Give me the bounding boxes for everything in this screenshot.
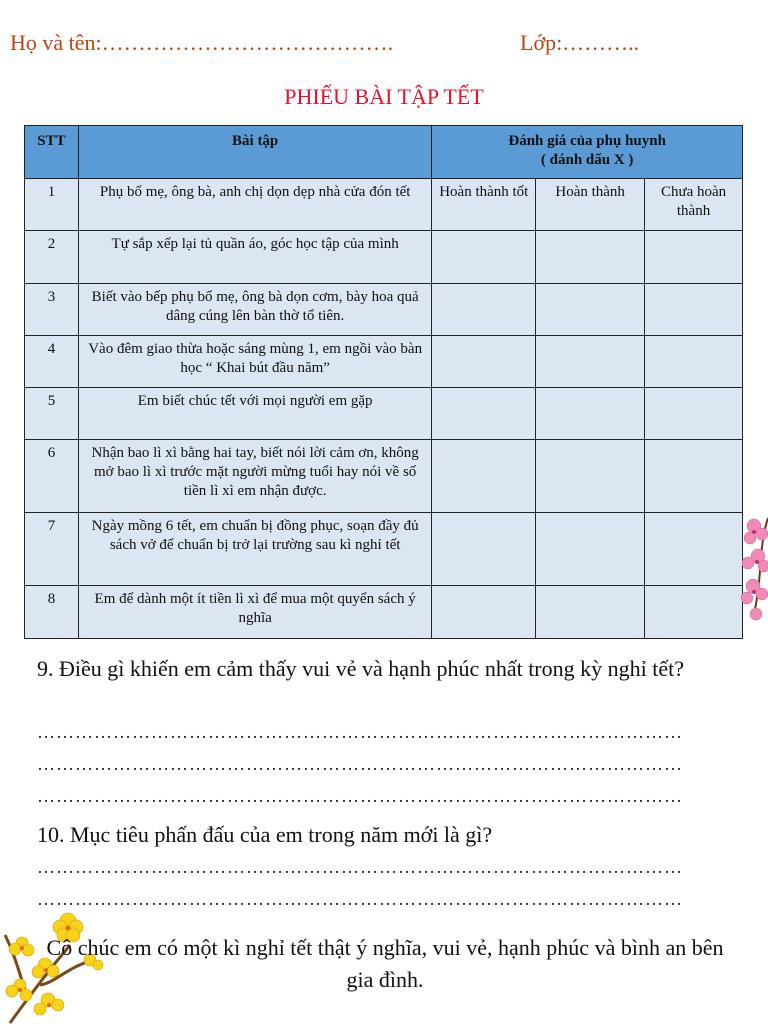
eval-cell-hoan-thanh-tot[interactable] [432, 336, 536, 388]
page-title: PHIẾU BÀI TẬP TẾT [284, 84, 484, 109]
eval-cell-hoan-thanh-tot[interactable] [432, 586, 536, 639]
eval-cell-chua-hoan-thanh[interactable] [645, 284, 743, 336]
table-row [25, 284, 743, 336]
option-hoan-thanh-tot-label: Hoàn thành tốt [432, 179, 536, 231]
eval-cell-hoan-thanh-tot[interactable] [432, 231, 536, 284]
task-table [24, 125, 743, 639]
table-row [25, 586, 743, 639]
row-task: Nhận bao lì xì bằng hai tay, biết nói lời cảm ơn, không mở bao lì xì trước mặt người mừng tuổi hay nói về số tiền lì xì em nhận được. [78, 440, 431, 513]
question-10: 10. Mục tiêu phấn đấu của em trong năm mới là gì? [37, 822, 493, 847]
table-row [25, 231, 743, 284]
table-row [25, 440, 743, 513]
answer-line-q9-1[interactable]: ………………………………………………………………………………………… [37, 722, 683, 742]
answer-line-q10-1[interactable]: ………………………………………………………………………………………… [37, 857, 683, 877]
header-stt: STT [25, 126, 79, 179]
header-eval-line1: Đánh giá của phụ huynh [508, 133, 666, 149]
row-task: Ngày mồng 6 tết, em chuẩn bị đồng phục, soạn đầy đủ sách vở để chuẩn bị trở lại trường sau kì nghỉ tết [78, 513, 431, 586]
row-number: 6 [25, 440, 79, 513]
eval-cell-hoan-thanh-tot[interactable] [432, 440, 536, 513]
row-number: 8 [25, 586, 79, 639]
header-parent-evaluation [432, 126, 743, 179]
row-number: 7 [25, 513, 79, 586]
header-task: Bài tập [78, 126, 431, 179]
student-class-field[interactable]: Lớp:……….. [520, 30, 640, 55]
row-task: Biết vào bếp phụ bố mẹ, ông bà dọn cơm, bày hoa quả dâng cúng lên bàn thờ tổ tiên. [78, 284, 431, 336]
answer-line-q9-3[interactable]: ………………………………………………………………………………………… [37, 786, 683, 806]
row-number: 1 [25, 179, 79, 231]
eval-cell-hoan-thanh[interactable] [536, 388, 645, 440]
row-task: Em để dành một ít tiền lì xì để mua một quyển sách ý nghĩa [78, 586, 431, 639]
row-task: Em biết chúc tết với mọi người em gặp [78, 388, 431, 440]
eval-cell-hoan-thanh[interactable] [536, 284, 645, 336]
eval-cell-hoan-thanh[interactable] [536, 231, 645, 284]
eval-cell-hoan-thanh[interactable] [536, 336, 645, 388]
eval-cell-hoan-thanh-tot[interactable] [432, 388, 536, 440]
table-row [25, 179, 743, 231]
row-number: 3 [25, 284, 79, 336]
row-task: Vào đêm giao thừa hoặc sáng mùng 1, em ngồi vào bàn học “ Khai bút đầu năm” [78, 336, 431, 388]
eval-cell-chua-hoan-thanh[interactable] [645, 513, 743, 586]
row-task: Phụ bố mẹ, ông bà, anh chị dọn dẹp nhà cửa đón tết [78, 179, 431, 231]
answer-line-q9-2[interactable]: ………………………………………………………………………………………… [37, 754, 683, 774]
peach-blossom-icon [738, 508, 768, 628]
eval-cell-hoan-thanh-tot[interactable] [432, 284, 536, 336]
eval-cell-hoan-thanh-tot[interactable] [432, 513, 536, 586]
row-task: Tự sắp xếp lại tủ quần áo, góc học tập của mình [78, 231, 431, 284]
eval-cell-hoan-thanh[interactable] [536, 440, 645, 513]
option-chua-hoan-thanh-label: Chưa hoàn thành [645, 179, 743, 231]
table-row [25, 388, 743, 440]
closing-message: Cô chúc em có một kì nghỉ tết thật ý nghĩa, vui vẻ, hạnh phúc và bình an bên gia đình. [46, 935, 724, 992]
question-9: 9. Điều gì khiến em cảm thấy vui vẻ và hạnh phúc nhất trong kỳ nghỉ tết? [37, 656, 685, 681]
eval-cell-chua-hoan-thanh[interactable] [645, 231, 743, 284]
eval-cell-chua-hoan-thanh[interactable] [645, 586, 743, 639]
eval-cell-chua-hoan-thanh[interactable] [645, 336, 743, 388]
answer-line-q10-2[interactable]: ………………………………………………………………………………………… [37, 889, 683, 909]
eval-cell-chua-hoan-thanh[interactable] [645, 440, 743, 513]
table-row [25, 513, 743, 586]
option-hoan-thanh-label: Hoàn thành [536, 179, 645, 231]
header-eval-line2: ( đánh dấu X ) [540, 152, 634, 168]
row-number: 2 [25, 231, 79, 284]
student-name-field[interactable]: Họ và tên:…………………………………. [10, 30, 394, 55]
row-number: 4 [25, 336, 79, 388]
row-number: 5 [25, 388, 79, 440]
table-row [25, 336, 743, 388]
eval-cell-chua-hoan-thanh[interactable] [645, 388, 743, 440]
eval-cell-hoan-thanh[interactable] [536, 586, 645, 639]
eval-cell-hoan-thanh[interactable] [536, 513, 645, 586]
